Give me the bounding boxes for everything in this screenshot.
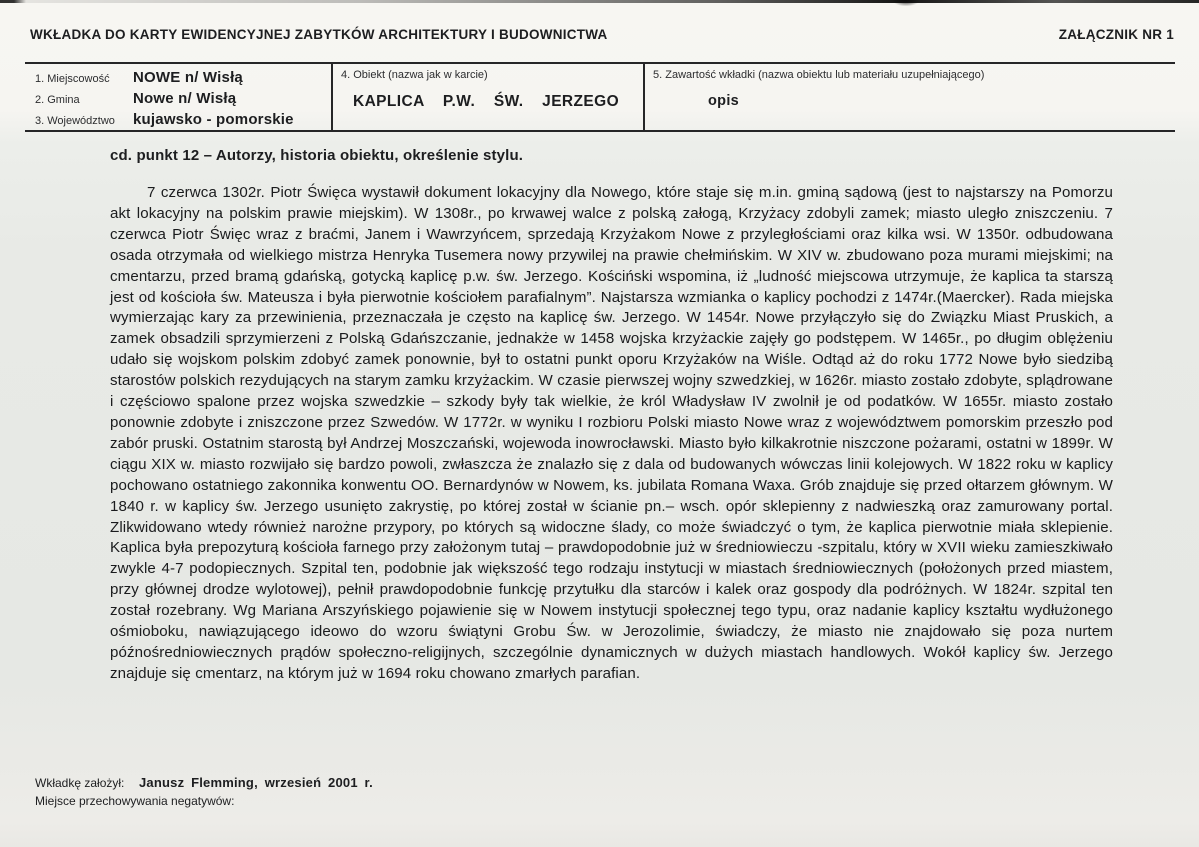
field-value-gmina: Nowe n/ Wisłą [133, 90, 237, 107]
document-title: WKŁADKA DO KARTY EWIDENCYJNEJ ZABYTKÓW ARCHITEKTURY I BUDOWNICTWA [30, 27, 608, 42]
field-label-wojewodztwo: 3. Województwo [35, 115, 115, 127]
info-table [25, 62, 1175, 132]
location-fields [25, 64, 331, 130]
footer-negatives-row [35, 794, 373, 813]
field-gmina [35, 90, 325, 111]
footer-created-label: Wkładkę założył: [35, 776, 125, 790]
object-field-label: 4. Obiekt (nazwa jak w karcie) [341, 69, 488, 81]
contents-field-label: 5. Zawartość wkładki (nazwa obiektu lub materiału uzupełniającego) [653, 69, 985, 81]
object-field-value: KAPLICA P.W. ŚW. JERZEGO [353, 93, 620, 110]
field-miejscowosc [35, 69, 325, 90]
field-label-gmina: 2. Gmina [35, 94, 80, 106]
footer-created-row [35, 775, 373, 794]
scan-blob-artifact [893, 0, 919, 6]
history-paragraph: 7 czerwca 1302r. Piotr Święca wystawił dokument lokacyjny dla Nowego, które staje się m.in. gminą sądową (jest to najstarszy na Pomorzu akt lokacyjny na polskim prawie miejskim). W 1308r., po krwawej walce z polską załogą, Krzyżacy zdobyli zamek; miasto uległo zniszczeniu. 7 czerwca Piotr Święc wraz z braćmi, Janem i Wawrzyńcem, sprzedają Krzyżakom Nowe z przyległościami oraz kilka wsi. W 1350r. odbudowana osada otrzymała od wielkiego mistrza Henryka Tusemera nowy przywilej na prawie chełmińskim. W XIV w. zbudowano poza murami miejskimi; na cmentarzu, przed bramą gdańską, gotycką kaplicę p.w. św. Jerzego. Kościński wspomina, iż „ludność miejscowa utrzymuje, że kaplica ta starszą jest od kościoła św. Mateusza i była pierwotnie kościołem parafialnym”. Najstarsza wzmianka o kaplicy pochodzi z 1474r.(Maercker). Rada miejska wymierzając kary za przewinienia, przeznaczała je często na kaplicę św. Jerzego. W 1454r. Nowe przyłączyło się do Związku Miast Pruskich, a zamek obsadzili sprzymierzeni z Polską Gdańszczanie, jednakże w 1458 wojska krzyżackie zajęły go podstępem. W 1465r., po długim oblężeniu udało się wojskom polskim zdobyć zamek ponownie, był to ostatni punkt oporu Krzyżaków na Wiśle. Odtąd aż do roku 1772 Nowe było siedzibą starostów polskich rezydujących na starym zamku krzyżackim. W czasie pierwszej wojny szwedzkiej, w 1626r. miasto zostało zdobyte, splądrowane i częściowo spalone przez wojska szwedzkie – szkody były tak wielkie, że król Władysław IV zwolnił je od podatków. W 1655r. miasto zostało ponownie zdobyte i zniszczone przez Szwedów. W 1772r. w wyniku I rozbioru Polski miasto Nowe wraz z województwem pomorskim przeszło pod zabór pruski. Ostatnim starostą był Andrzej Moszczański, wojewoda inowrocławski. Miasto było kilkakrotnie niszczone pożarami, ostatni w 1899r. W ciągu XIX w. miasto rozwijało się bardzo powoli, zwłaszcza że znalazło się z dala od budowanych wówczas linii kolejowych. W 1822 roku w kaplicy pochowano ostatniego zakonnika konwentu OO. Bernardynów w Nowem, ks. jubilata Romana Waxa. Grób znajduje się przed ołtarzem głównym. W 1840 r. w kaplicy św. Jerzego usunięto zakrystię, po której został w ścianie pn.– wsch. opór sklepienny z nadwieszką oraz zamurowany portal. Zlikwidowano wtedy również narożne przypory, po których są widoczne ślady, co może świadczyć o tym, że kaplica pierwotnie miała sklepienie. Kaplica była prepozyturą kościoła farnego przy założonym tutaj – prawdopodobnie już w średniowieczu -szpitalu, który w XVII wieku zamieszkiwało zwykle 4-7 podopiecznych. Szpital ten, podobnie jak większość tego rodzaju instytucji w miastach średniowiecznych (położonych przed miastem, przy głównej drodze wylotowej), pełnił prawdopodobnie funkcję przytułku dla starców i kalek oraz gospody dla podróżnych. W 1824r. szpital ten został rozebrany. Wg Mariana Arszyńskiego pojawienie się w Nowem instytucji społecznej tego typu, oraz nadanie kaplicy kształtu wydłużonego ośmioboku, nawiązującego ideowo do wzoru świątyni Grobu Św. w Jerozolimie, świadczy, że miasto nie znajdowało się poza nurtem późnośredniowiecznych prądów społeczno-religijnych, szczególnie dynamicznych w dużych miastach handlowych. Wokół kaplicy św. Jerzego znajduje się cmentarz, na którym już w 1694 roku chowano zmarłych parafian. [110, 184, 1113, 682]
field-value-wojewodztwo: kujawsko - pomorskie [133, 111, 294, 128]
footer-created-value: Janusz Flemming, wrzesień 2001 r. [139, 775, 373, 790]
attachment-number: ZAŁĄCZNIK NR 1 [1058, 27, 1174, 42]
document-header [30, 27, 1174, 42]
object-field [331, 64, 643, 130]
document-body [110, 147, 1113, 685]
footer-negatives-label: Miejsce przechowywania negatywów: [35, 794, 235, 808]
contents-field-value: opis [708, 93, 740, 109]
field-value-miejscowosc: NOWE n/ Wisłą [133, 69, 243, 86]
field-wojewodztwo [35, 111, 325, 132]
document-footer [35, 775, 373, 813]
section-heading: cd. punkt 12 – Autorzy, historia obiektu, określenie stylu. [110, 147, 524, 164]
scan-edge-artifact [0, 0, 1199, 3]
field-label-miejscowosc: 1. Miejscowość [35, 73, 110, 85]
contents-field [643, 64, 1175, 130]
